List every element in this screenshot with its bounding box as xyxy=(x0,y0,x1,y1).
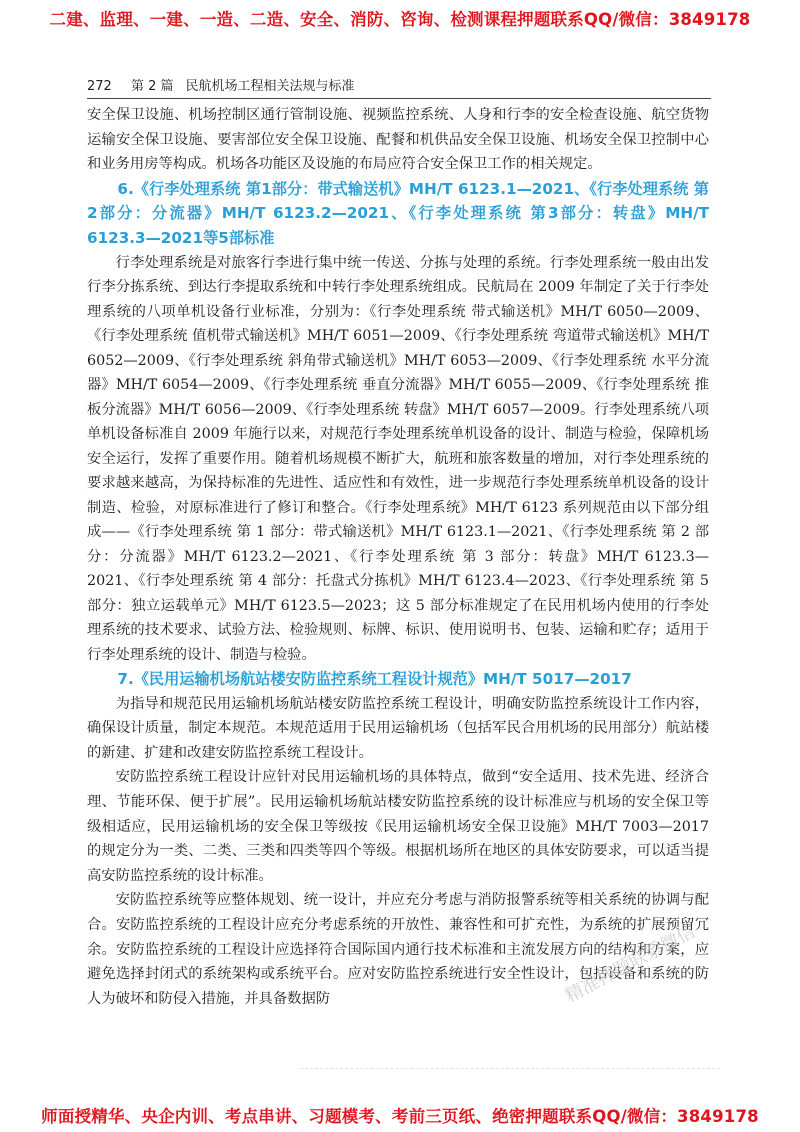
bottom-banner: 师面授精华、央企内训、考点串讲、习题模考、考前三页纸、绝密押题联系QQ/微信：3849178 xyxy=(41,1107,759,1126)
paragraph-continued: 安全保卫设施、机场控制区通行管制设施、视频监控系统、人身和行李的安全检查设施、航空货物运输安全保卫设施、要害部位安全保卫设施、配餐和机供品安全保卫设施、机场安全保卫控制中心和业务用房等构成。机场各功能区及设施的布局应符合安全保卫工作的相关规定。 xyxy=(87,107,709,173)
paragraph-security-purpose: 为指导和规范民用运输机场航站楼安防监控系统工程设计，明确安防监控系统设计工作内容，确保设计质量，制定本规范。本规范适用于民用运输机场（包括军民合用机场的民用部分）航站楼的新建、扩建和改建安防监控系统工程设计。 xyxy=(87,695,709,761)
paragraph-security-principles: 安防监控系统工程设计应针对民用运输机场的具体特点，做到“安全适用、技术先进、经济合理、节能环保、便于扩展”。民用运输机场航站楼安防监控系统的设计标准应与机场的安全保卫等级相适应，民用运输机场的安全保卫等级按《民用运输机场安全保卫设施》MH/T 7003—2017 的规定分为一类、二类、三类和四类等四个等级。根据机场所在地区的具体安防要求，可以适当提高安防监控系统的设计标准。 xyxy=(87,769,709,884)
paragraph-security-planning: 安防监控系统等应整体规划、统一设计，并应充分考虑与消防报警系统等相关系统的协调与配合。安防监控系统的工程设计应充分考虑系统的开放性、兼容性和可扩充性，为系统的扩展预留冗余。安防监控系统的工程设计应选择符合国际国内通行技术标准和主流发展方向的结构和方案，应避免选择封闭式的系统架构或系统平台。应对安防监控系统进行安全性设计，包括设备和系统的防人为破坏和防侵入措施，并具备数据防 xyxy=(87,892,709,1007)
paragraph-baggage-handling: 行李处理系统是对旅客行李进行集中统一传送、分拣与处理的系统。行李处理系统一般由出发行李分拣系统、到达行李提取系统和中转行李处理系统组成。民航局在 2009 年制定了关于行李处理系统的八项单机设备行业标准，分别为：《行李处理系统 带式输送机》MH/T 6050—2009、《行李处理系统 值机带式输送机》MH/T 6051—2009、《行李处理系统 弯道带式输送机》MH/T 6052—2009、《行李处理系统 斜角带式输送机》MH/T 6053—2009、《行李处理系统 水平分流器》MH/T 6054—2009、《行李处理系统 垂直分流器》MH/T 6055—2009、《行李处理系统 推板分流器》MH/T 6056—2009、《行李处理系统 转盘》MH/T 6057—2009。行李处理系统八项单机设备标准自 2009 年施行以来，对规范行李处理系统单机设备的设计、制造与检验，保障机场安全运行，发挥了重要作用。随着机场规模不断扩大，航班和旅客数量的增加，对行李处理系统的要求越来越高，为保持标准的先进性、适应性和有效性，进一步规范行李处理系统单机设备的设计制造、检验，对原标准进行了修订和整合。《行李处理系统》MH/T 6123 系列规范由以下部分组成——《行李处理系统 第 1 部分：带式输送机》MH/T 6123.1—2021、《行李处理系统 第 2 部分：分流器》MH/T 6123.2—2021、《行李处理系统 第 3 部分：转盘》MH/T 6123.3—2021、《行李处理系统 第 4 部分：托盘式分拣机》MH/T 6123.4—2023、《行李处理系统 第 5 部分：独立运载单元》MH/T 6123.5—2023；这 5 部分标准规定了在民用机场内使用的行李处理系统的技术要求、试验方法、检验规则、标牌、标识、使用说明书、包装、运输和贮存；适用于行李处理系统的设计、制造与检验。 xyxy=(87,254,709,663)
watermark-text: 精准押题联系微信 xyxy=(561,920,699,1008)
section-heading-7: 7.《民用运输机场航站楼安防监控系统工程设计规范》MH/T 5017—2017 xyxy=(117,670,632,689)
page-body xyxy=(87,103,709,1011)
section-heading-6: 6.《行李处理系统 第1部分：带式输送机》MH/T 6123.1—2021、《行李处理系统 第2部分：分流器》MH/T 6123.2—2021、《行李处理系统 第3部分：转盘》MH/T 6123.3—2021等5部标准 xyxy=(87,179,709,247)
part-title: 民航机场工程相关法规与标准 xyxy=(185,79,355,94)
bottom-edge-fade xyxy=(300,1068,720,1079)
page-header xyxy=(87,75,727,95)
top-banner: 二建、监理、一建、一造、二造、安全、消防、咨询、检测课程押题联系QQ/微信：3849178 xyxy=(49,10,751,29)
part-label: 第 2 篇 xyxy=(131,79,174,94)
header-rule xyxy=(87,98,711,99)
page-number: 272 xyxy=(87,79,112,94)
